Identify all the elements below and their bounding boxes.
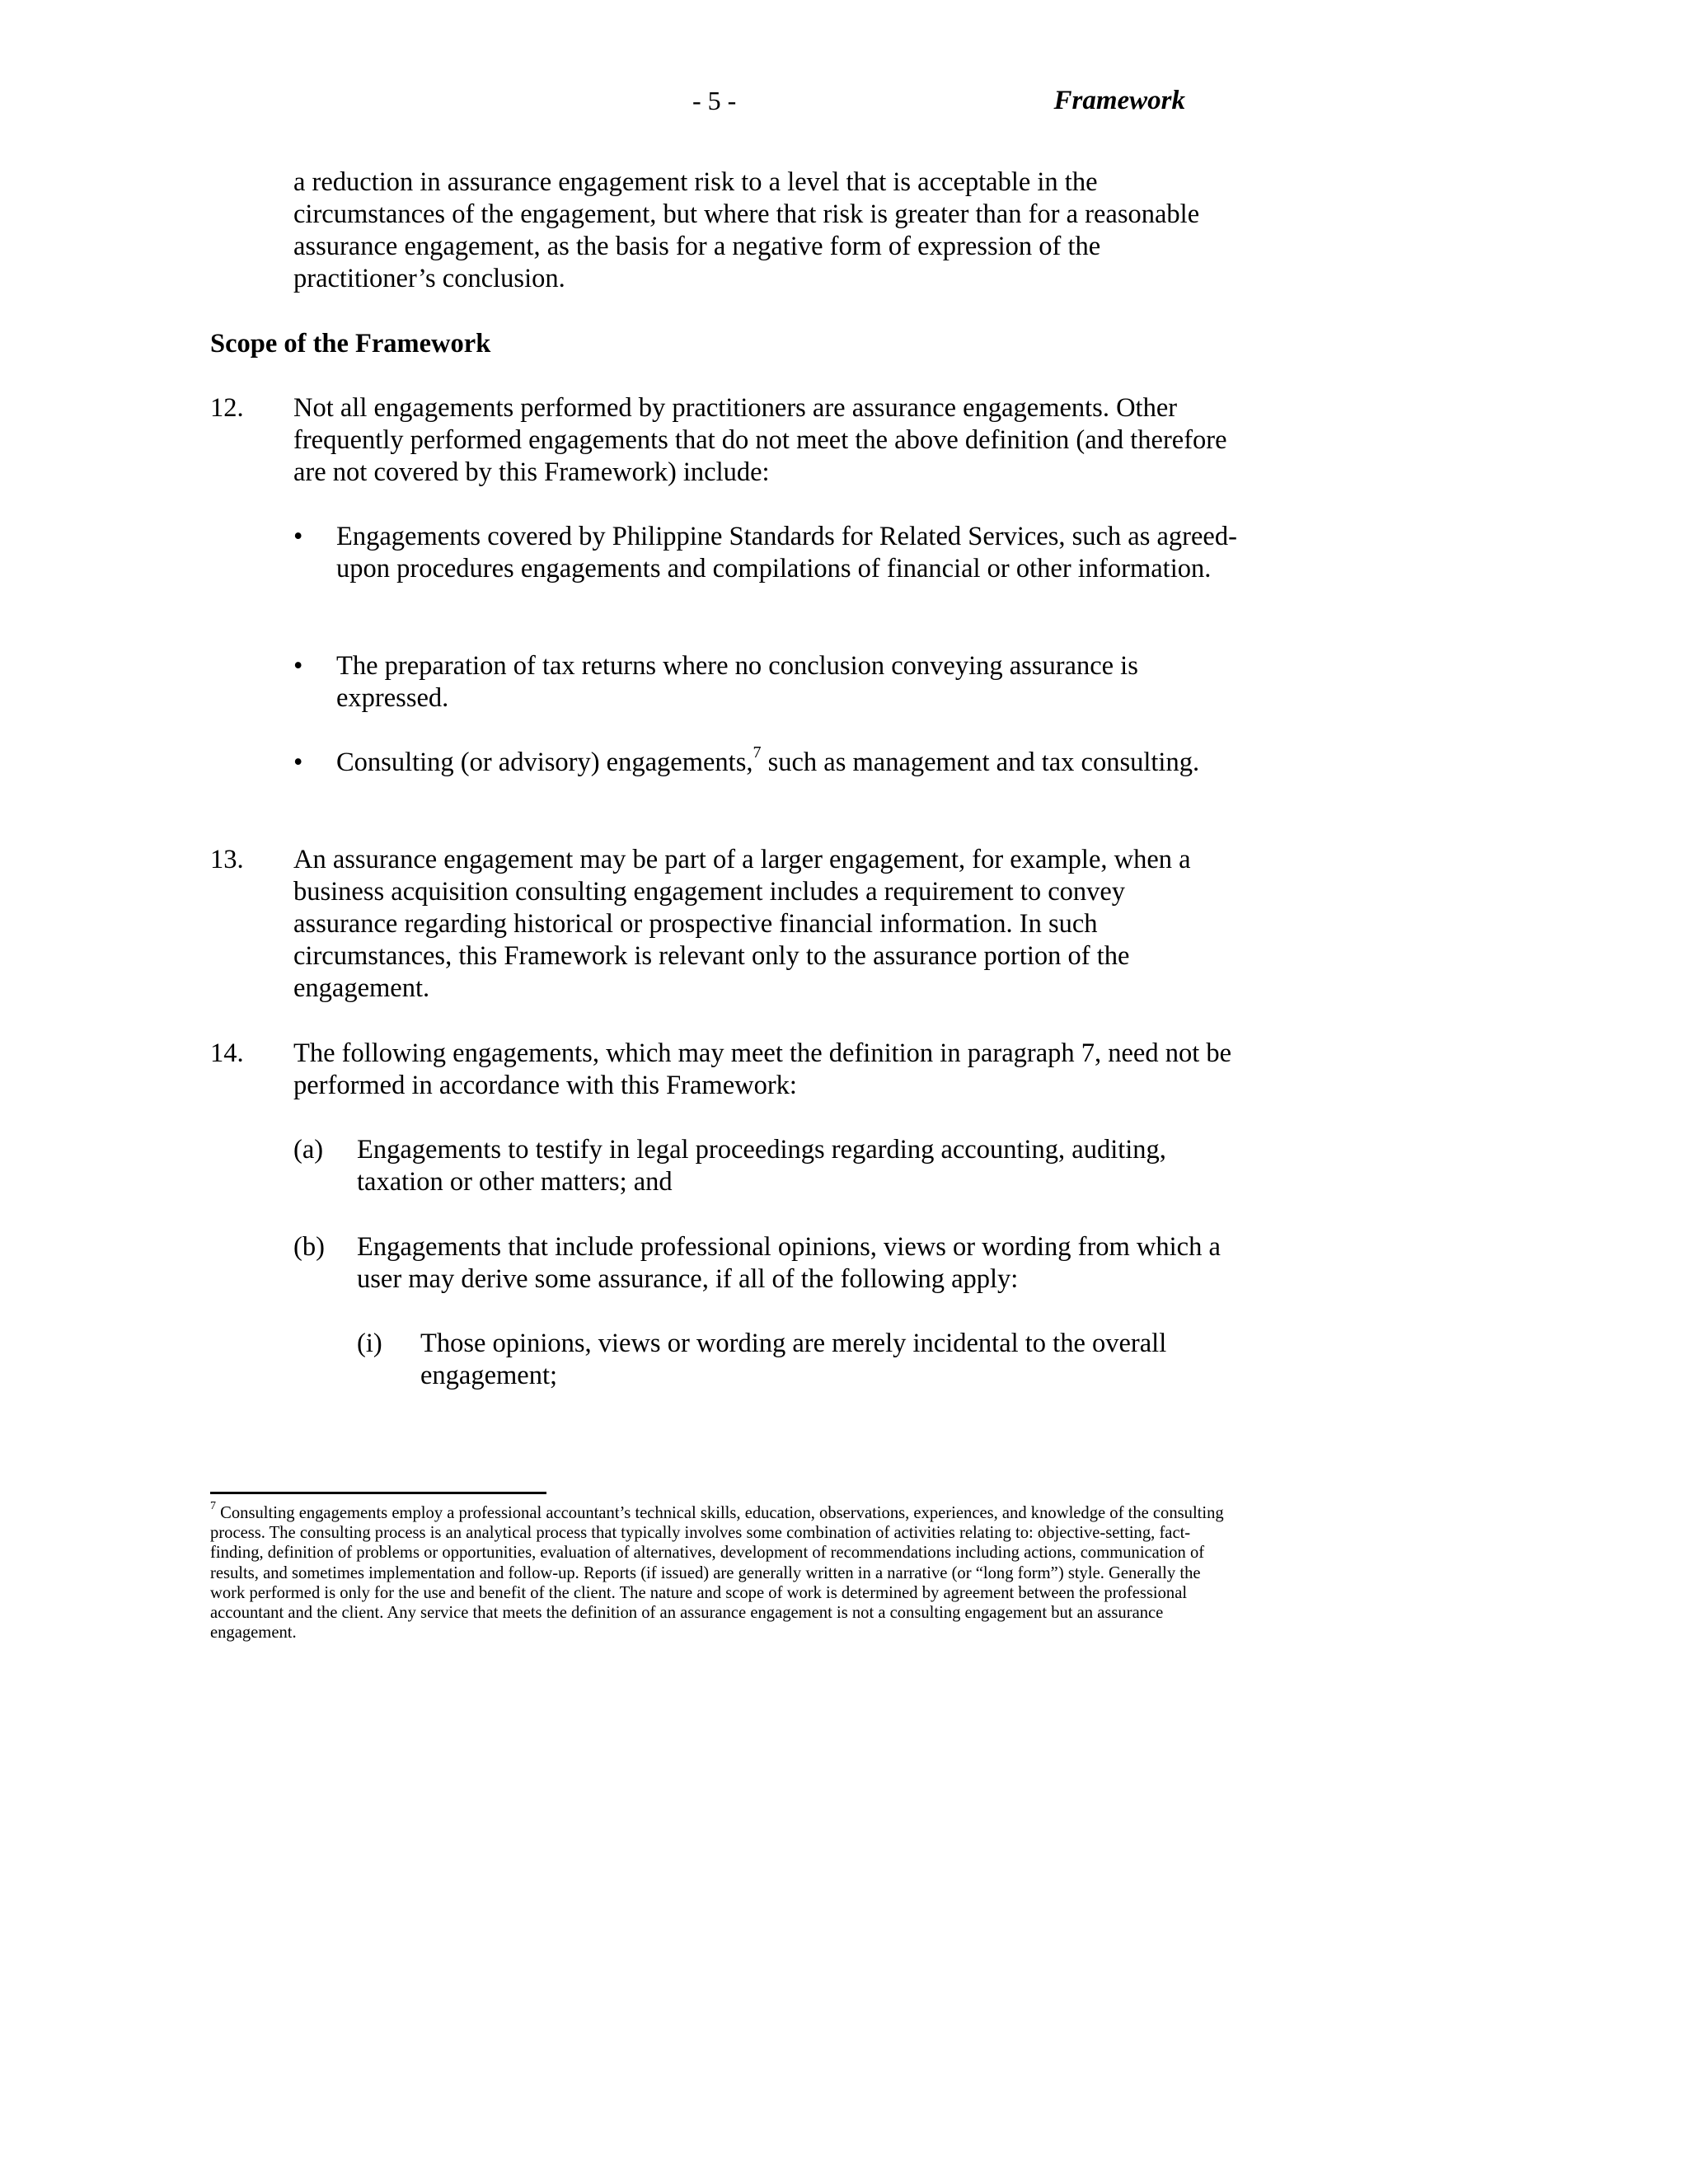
list-item — [293, 1231, 1241, 1296]
paragraph-text: Not all engagements performed by practitioners are assurance engagements. Other frequently performed engagements that do not meet the above definition (and therefore are not covered by this Framework) include: — [293, 393, 1227, 487]
list-item — [293, 521, 1241, 585]
item-text: Engagements that include professional opinions, views or wording from which a user may derive some assurance, if all of the following apply: — [357, 1232, 1221, 1294]
paragraph-number: 14. — [210, 1038, 244, 1068]
item-text: Engagements to testify in legal proceedings regarding accounting, auditing, taxation or other matters; and — [357, 1135, 1166, 1197]
footnote-marker: 7 — [210, 1500, 216, 1513]
bullet-text — [336, 743, 1241, 779]
list-item — [293, 650, 1241, 715]
paragraph-text: An assurance engagement may be part of a larger engagement, for example, when a business acquisition consulting engagement includes a requirement to convey assurance regarding historical or prospective financial information. In such circumstances, this Framework is relevant only to the assurance portion of the engagement. — [293, 845, 1191, 1003]
bullet-text: The preparation of tax returns where no conclusion conveying assurance is expressed. — [336, 651, 1138, 713]
bullet-text-end: such as management and tax consulting. — [761, 748, 1200, 777]
bullet-mark: • — [293, 522, 303, 551]
list-item — [293, 743, 1241, 779]
running-title: Framework — [1053, 86, 1185, 115]
item-label: (b) — [293, 1232, 325, 1262]
footnote — [210, 1500, 1226, 1643]
item-text: Those opinions, views or wording are merely incidental to the overall engagement; — [420, 1329, 1167, 1390]
paragraph-12 — [210, 392, 1232, 489]
continuation-paragraph: a reduction in assurance engagement risk to a level that is acceptable in the circumstances of the engagement, but where that risk is greater than for a reasonable assurance engagement, as the basis for a negative form of expression of the practitioner’s conclusion. — [293, 167, 1200, 293]
paragraph-text: The following engagements, which may meet the definition in paragraph 7, need not be performed in accordance with this Framework: — [293, 1038, 1232, 1100]
list-item — [357, 1328, 1247, 1392]
section-heading: Scope of the Framework — [210, 329, 491, 359]
paragraph-13 — [210, 844, 1232, 1005]
bullet-mark: • — [293, 651, 303, 681]
paragraph-number: 13. — [210, 845, 244, 874]
paragraph-number: 12. — [210, 393, 244, 423]
bullet-text: Engagements covered by Philippine Standards for Related Services, such as agreed-upon procedures engagements and compilations of financial or other information. — [336, 522, 1237, 583]
page-number: - 5 - — [692, 86, 737, 115]
item-label: (i) — [357, 1329, 382, 1358]
item-label: (a) — [293, 1135, 324, 1165]
footnote-divider — [210, 1492, 546, 1494]
footnote-text: Consulting engagements employ a professional accountant’s technical skills, education, observations, experiences, and knowledge of the consulting process. The consulting process is an analytical process that typically involves some combination of activities relating to: objective-setting, fact-finding, definition of problems or opportunities, evaluation of alternatives, development of recommendations including actions, communication of results, and sometimes implementation and follow-up. Reports (if issued) are generally written in a narrative (or “long form”) style. Generally the work performed is only for the use and benefit of the client. The nature and scope of work is determined by agreement between the professional accountant and the client. Any service that meets the definition of an assurance engagement is not a consulting engagement but an assurance engagement. — [210, 1504, 1224, 1643]
list-item — [293, 1134, 1241, 1198]
bullet-text-start: Consulting (or advisory) engagements, — [336, 748, 753, 777]
paragraph-14 — [210, 1038, 1232, 1102]
bullet-mark: • — [293, 748, 303, 777]
footnote-reference[interactable]: 7 — [753, 743, 762, 762]
